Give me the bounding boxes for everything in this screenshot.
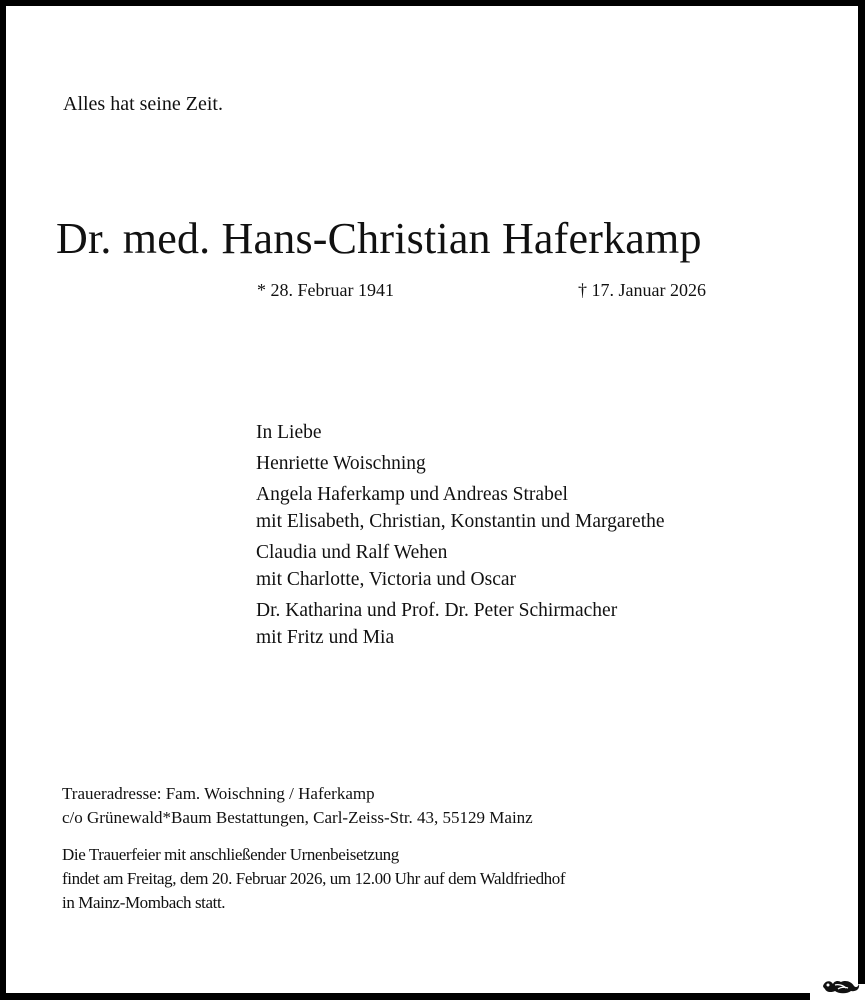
family-group bbox=[256, 419, 665, 446]
motto: Alles hat seine Zeit. bbox=[63, 93, 223, 115]
family-line: Dr. Katharina und Prof. Dr. Peter Schirmacher bbox=[256, 600, 618, 621]
family-line: mit Charlotte, Victoria und Oscar bbox=[256, 569, 517, 590]
family-line: Henriette Woischning bbox=[256, 453, 426, 474]
ceremony-line: in Mainz-Mombach statt. bbox=[62, 893, 226, 912]
family-line: Claudia und Ralf Wehen bbox=[256, 542, 448, 563]
family-list bbox=[256, 419, 665, 655]
deceased-name: Dr. med. Hans-Christian Haferkamp bbox=[56, 214, 702, 263]
birth-date: * 28. Februar 1941 bbox=[257, 280, 394, 300]
family-group bbox=[256, 597, 665, 651]
ceremony-line: findet am Freitag, dem 20. Februar 2026, um 12.00 Uhr auf dem Waldfriedhof bbox=[62, 869, 566, 888]
ceremony-line: Die Trauerfeier mit anschließender Urnenbeisetzung bbox=[62, 845, 399, 864]
address-line: c/o Grünewald*Baum Bestattungen, Carl-Zeiss-Str. 43, 55129 Mainz bbox=[62, 808, 533, 827]
address-line: Traueradresse: Fam. Woischning / Haferkamp bbox=[62, 784, 375, 803]
family-line: mit Fritz und Mia bbox=[256, 627, 395, 648]
ceremony-info bbox=[62, 843, 565, 915]
death-date: † 17. Januar 2026 bbox=[578, 280, 706, 300]
family-group bbox=[256, 450, 665, 477]
family-group bbox=[256, 539, 665, 593]
floral-ornament-icon bbox=[821, 976, 861, 998]
mourning-address bbox=[62, 782, 533, 830]
family-line: In Liebe bbox=[256, 422, 322, 443]
family-group bbox=[256, 481, 665, 535]
obituary-notice bbox=[6, 6, 858, 993]
family-line: Angela Haferkamp und Andreas Strabel bbox=[256, 484, 568, 505]
family-line: mit Elisabeth, Christian, Konstantin und Margarethe bbox=[256, 511, 665, 532]
